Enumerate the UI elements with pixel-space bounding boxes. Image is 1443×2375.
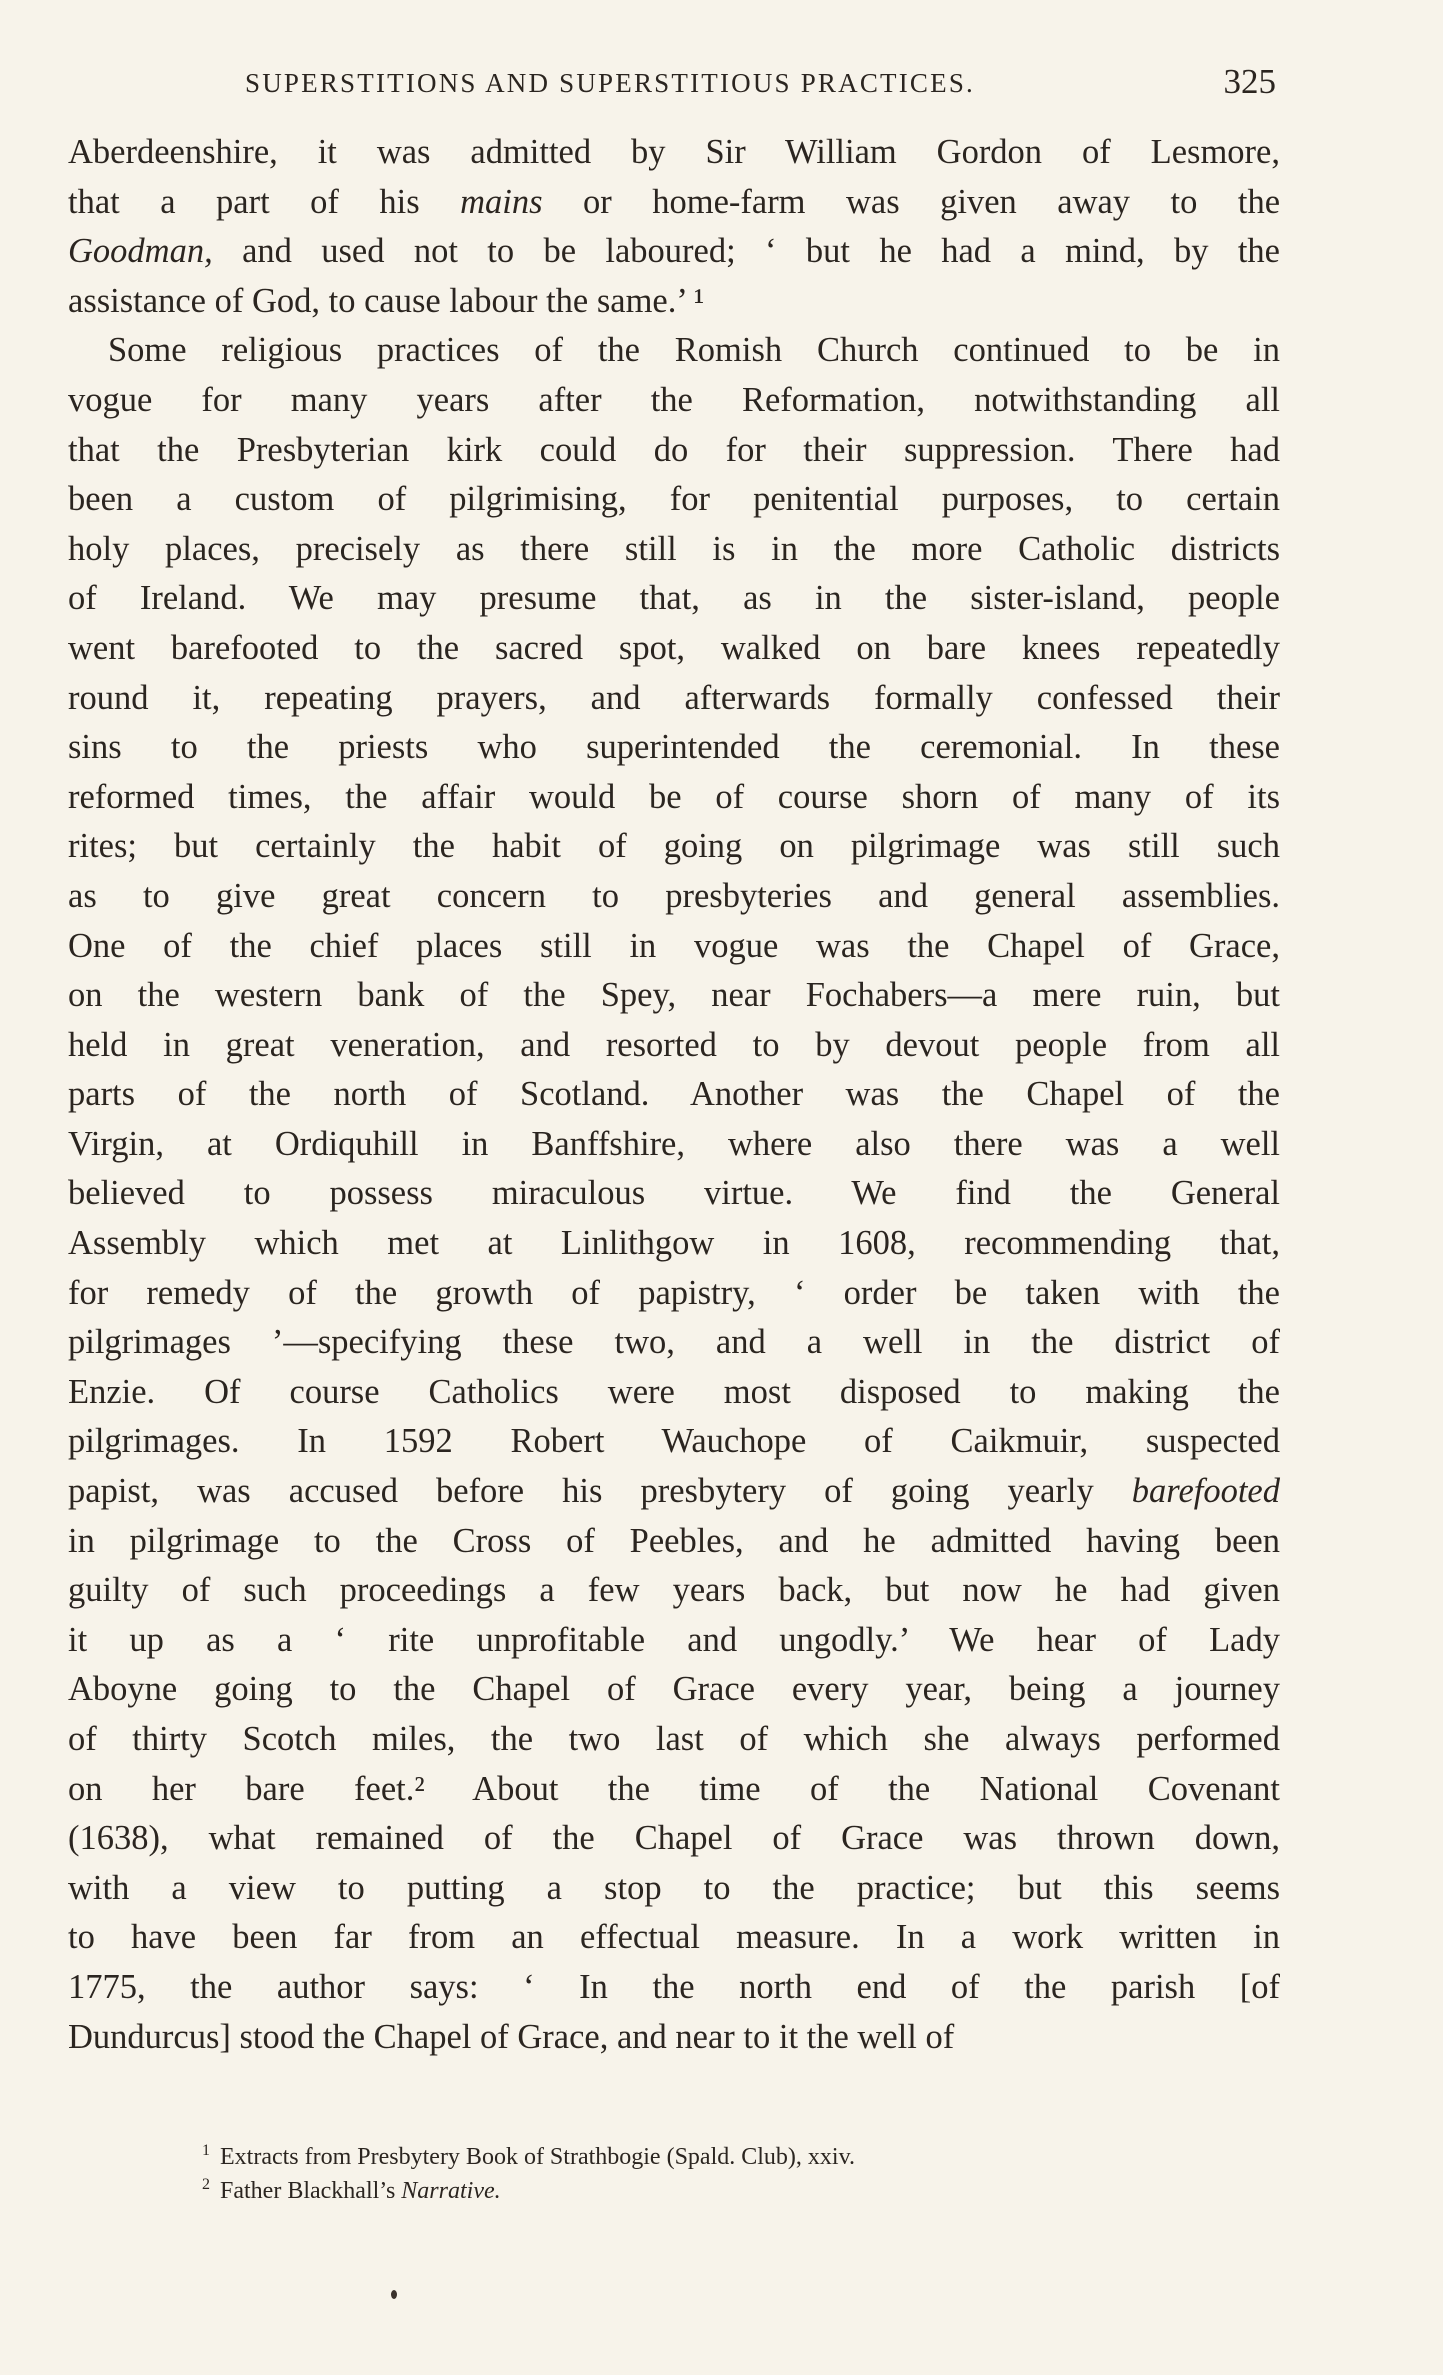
text-line: sins to the priests who superintended the ceremonial. In these (68, 728, 1280, 767)
text-line: of Ireland. We may presume that, as in the sister-island, people (68, 579, 1280, 618)
text-line: round it, repeating prayers, and afterwards formally confessed their (68, 678, 1280, 717)
text-line: went barefooted to the sacred spot, walked on bare knees repeatedly (68, 628, 1280, 667)
footnote-text: Father Blackhall’s Narrative. (220, 2178, 501, 2204)
page-number: 325 (1223, 62, 1276, 101)
text-line: with a view to putting a stop to the practice; but this seems (68, 1868, 1280, 1907)
text-line: holy places, precisely as there still is in the more Catholic districts (68, 529, 1280, 568)
text-line: papist, was accused before his presbytery of going yearly barefooted (68, 1472, 1280, 1511)
text-line: that a part of his mains or home-farm was given away to the (68, 182, 1281, 221)
text-line: on her bare feet.² About the time of the National Covenant (68, 1769, 1280, 1808)
text-line: One of the chief places still in vogue was the Chapel of Grace, (68, 926, 1280, 965)
text-line: Aberdeenshire, it was admitted by Sir William Gordon of Lesmore, (68, 133, 1280, 171)
running-title: SUPERSTITIONS AND SUPERSTITIOUS PRACTICES. (245, 68, 975, 98)
text-line: held in great veneration, and resorted to by devout people from all (68, 1025, 1280, 1064)
footnotes (202, 2140, 1280, 2208)
text-line: pilgrimages. In 1592 Robert Wauchope of Caikmuir, suspected (68, 1422, 1280, 1461)
text-line: as to give great concern to presbyteries and general assemblies. (68, 876, 1280, 915)
text-line: (1638), what remained of the Chapel of Grace was thrown down, (68, 1819, 1280, 1858)
footnote (202, 2140, 1280, 2174)
text-line: Dundurcus] stood the Chapel of Grace, and near to it the well of (68, 2017, 955, 2056)
text-line: of thirty Scotch miles, the two last of which she always performed (68, 1720, 1280, 1758)
text-line: been a custom of pilgrimising, for penitential purposes, to certain (68, 480, 1280, 519)
text-line: reformed times, the affair would be of course shorn of many of its (68, 777, 1280, 816)
text-line: Virgin, at Ordiquhill in Banffshire, where also there was a well (68, 1124, 1280, 1163)
text-line: rites; but certainly the habit of going on pilgrimage was still such (68, 827, 1280, 866)
body-text (68, 128, 1280, 2062)
text-line: parts of the north of Scotland. Another was the Chapel of the (68, 1075, 1280, 1114)
text-line: Enzie. Of course Catholics were most disposed to making the (68, 1372, 1280, 1411)
footnote-mark: 2 (202, 2176, 210, 2193)
text-line: to have been far from an effectual measure. In a work written in (68, 1918, 1280, 1957)
footnote-text: Extracts from Presbytery Book of Strathbogie (Spald. Club), xxiv. (220, 2144, 856, 2170)
text-line: Goodman, and used not to be laboured; ‘ but he had a mind, by the (68, 232, 1280, 271)
text-line: that the Presbyterian kirk could do for their suppression. There had (68, 430, 1280, 469)
text-line: pilgrimages ’—specifying these two, and a well in the district of (68, 1323, 1280, 1362)
text-line: Assembly which met at Linlithgow in 1608, recommending that, (68, 1224, 1280, 1263)
footnote (202, 2174, 1280, 2208)
text-line: vogue for many years after the Reformation, notwithstanding all (68, 380, 1280, 419)
text-line: guilty of such proceedings a few years back, but now he had given (68, 1571, 1280, 1610)
ink-speck (391, 2290, 397, 2299)
text-line: for remedy of the growth of papistry, ‘ order be taken with the (68, 1273, 1280, 1312)
text-line: on the western bank of the Spey, near Fochabers—a mere ruin, but (68, 976, 1280, 1015)
text-line: Some religious practices of the Romish Church continued to be in (108, 331, 1280, 370)
running-head (70, 62, 1276, 102)
text-line: assistance of God, to cause labour the same.’ ¹ (68, 281, 705, 320)
text-line: believed to possess miraculous virtue. We find the General (68, 1174, 1280, 1213)
footnote-mark: 1 (202, 2142, 210, 2159)
text-line: in pilgrimage to the Cross of Peebles, and he admitted having been (68, 1521, 1280, 1560)
text-line: it up as a ‘ rite unprofitable and ungodly.’ We hear of Lady (68, 1620, 1280, 1659)
text-line: 1775, the author says: ‘ In the north end of the parish [of (68, 1967, 1280, 2006)
text-line: Aboyne going to the Chapel of Grace every year, being a journey (68, 1670, 1280, 1709)
